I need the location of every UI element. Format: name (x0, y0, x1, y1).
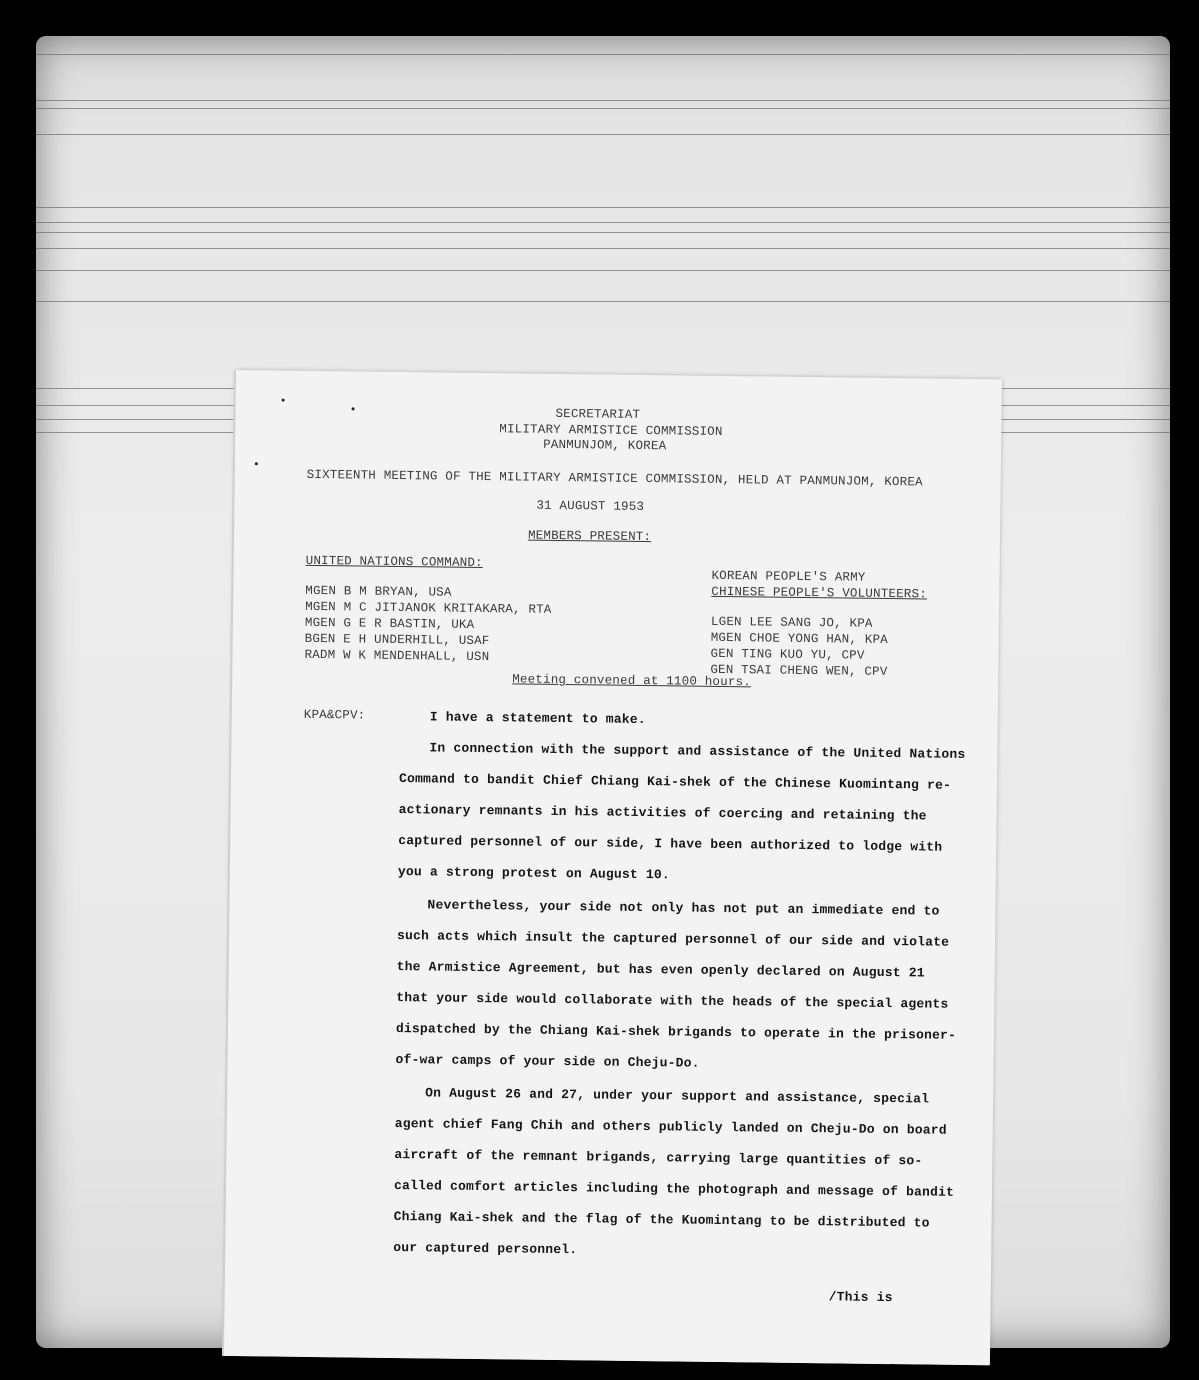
body-line: On August 26 and 27, under your support and assistance, special (425, 1085, 930, 1107)
film-scratch-line (36, 54, 1170, 55)
header-secretariat: SECRETARIAT (555, 406, 641, 422)
unc-member: RADM W K MENDENHALL, USN (304, 647, 490, 665)
meeting-title: SIXTEENTH MEETING OF THE MILITARY ARMISTICE COMMISSION, HELD AT PANMUNJOM, KOREA (306, 467, 923, 490)
body-line: dispatched by the Chiang Kai-shek brigands to operate in the prisoner- (395, 1021, 957, 1043)
film-scratch-line (36, 270, 1170, 271)
film-scratch-line (36, 108, 1170, 109)
film-scratch-line (36, 134, 1170, 135)
body-line: called comfort articles including the photograph and message of bandit (393, 1177, 955, 1200)
header-location: PANMUNJOM, KOREA (543, 437, 667, 454)
body-line: agent chief Fang Chih and others publicly landed on Cheju-Do on board (394, 1115, 947, 1138)
speaker-label: KPA&CPV: (303, 707, 366, 723)
body-line: Chiang Kai-shek and the flag of the Kuomintang to be distributed to (393, 1208, 930, 1231)
unc-heading: UNITED NATIONS COMMAND: (305, 553, 483, 571)
body-line: Nevertheless, your side not only has not put an immediate end to (427, 897, 940, 919)
film-scratch-line (36, 207, 1170, 208)
speck (282, 399, 285, 402)
film-scratch-line (36, 232, 1170, 233)
speck (255, 462, 258, 465)
unc-member: MGEN G E R BASTIN, UKA (304, 615, 475, 632)
members-present-label: MEMBERS PRESENT: (527, 528, 652, 545)
kpa-member: MGEN CHOE YONG HAN, KPA (710, 630, 888, 647)
body-line: such acts which insult the captured personnel of our side and violate (397, 928, 950, 950)
cpv-heading: CHINESE PEOPLE'S VOLUNTEERS: (711, 584, 928, 602)
body-line: you a strong protest on August 10. (397, 864, 671, 883)
body-line: the Armistice Agreement, but has even openly declared on August 21 (396, 959, 925, 981)
kpa-member: GEN TING KUO YU, CPV (710, 646, 865, 663)
film-scratch-line (36, 222, 1170, 223)
body-line: Command to bandit Chief Chiang Kai-shek of the Chinese Kuomintang re- (398, 771, 952, 793)
speck (352, 407, 355, 410)
header-commission: MILITARY ARMISTICE COMMISSION (499, 422, 723, 439)
body-line: captured personnel of our side, I have been authorized to lodge with (398, 833, 943, 855)
film-scratch-line (36, 248, 1170, 249)
convened-note: Meeting convened at 1100 hours. (512, 672, 752, 690)
kpa-heading: KOREAN PEOPLE'S ARMY (711, 568, 866, 585)
kpa-member: GEN TSAI CHENG WEN, CPV (710, 662, 888, 679)
body-line: of-war camps of your side on Cheju-Do. (395, 1052, 700, 1071)
body-line: our captured personnel. (393, 1239, 578, 1258)
body-line: that your side would collaborate with the heads of the special agents (396, 990, 949, 1012)
meeting-date: 31 AUGUST 1953 (536, 498, 645, 514)
kpa-member: LGEN LEE SANG JO, KPA (710, 614, 873, 631)
body-line: aircraft of the remnant brigands, carrying large quantities of so- (394, 1146, 923, 1169)
unc-member: MGEN M C JITJANOK KRITAKARA, RTA (305, 599, 552, 617)
film-scratch-line (36, 100, 1170, 101)
continuation-note: /This is (828, 1289, 893, 1306)
body-line: actionary remnants in his activities of coercing and retaining the (398, 802, 927, 824)
document-page (224, 370, 1002, 1365)
film-scratch-line (36, 301, 1170, 302)
unc-member: MGEN B M BRYAN, USA (305, 583, 452, 600)
body-line: I have a statement to make. (429, 709, 646, 728)
unc-member: BGEN E H UNDERHILL, USAF (304, 631, 490, 649)
body-line: In connection with the support and assistance of the United Nations (429, 740, 966, 762)
